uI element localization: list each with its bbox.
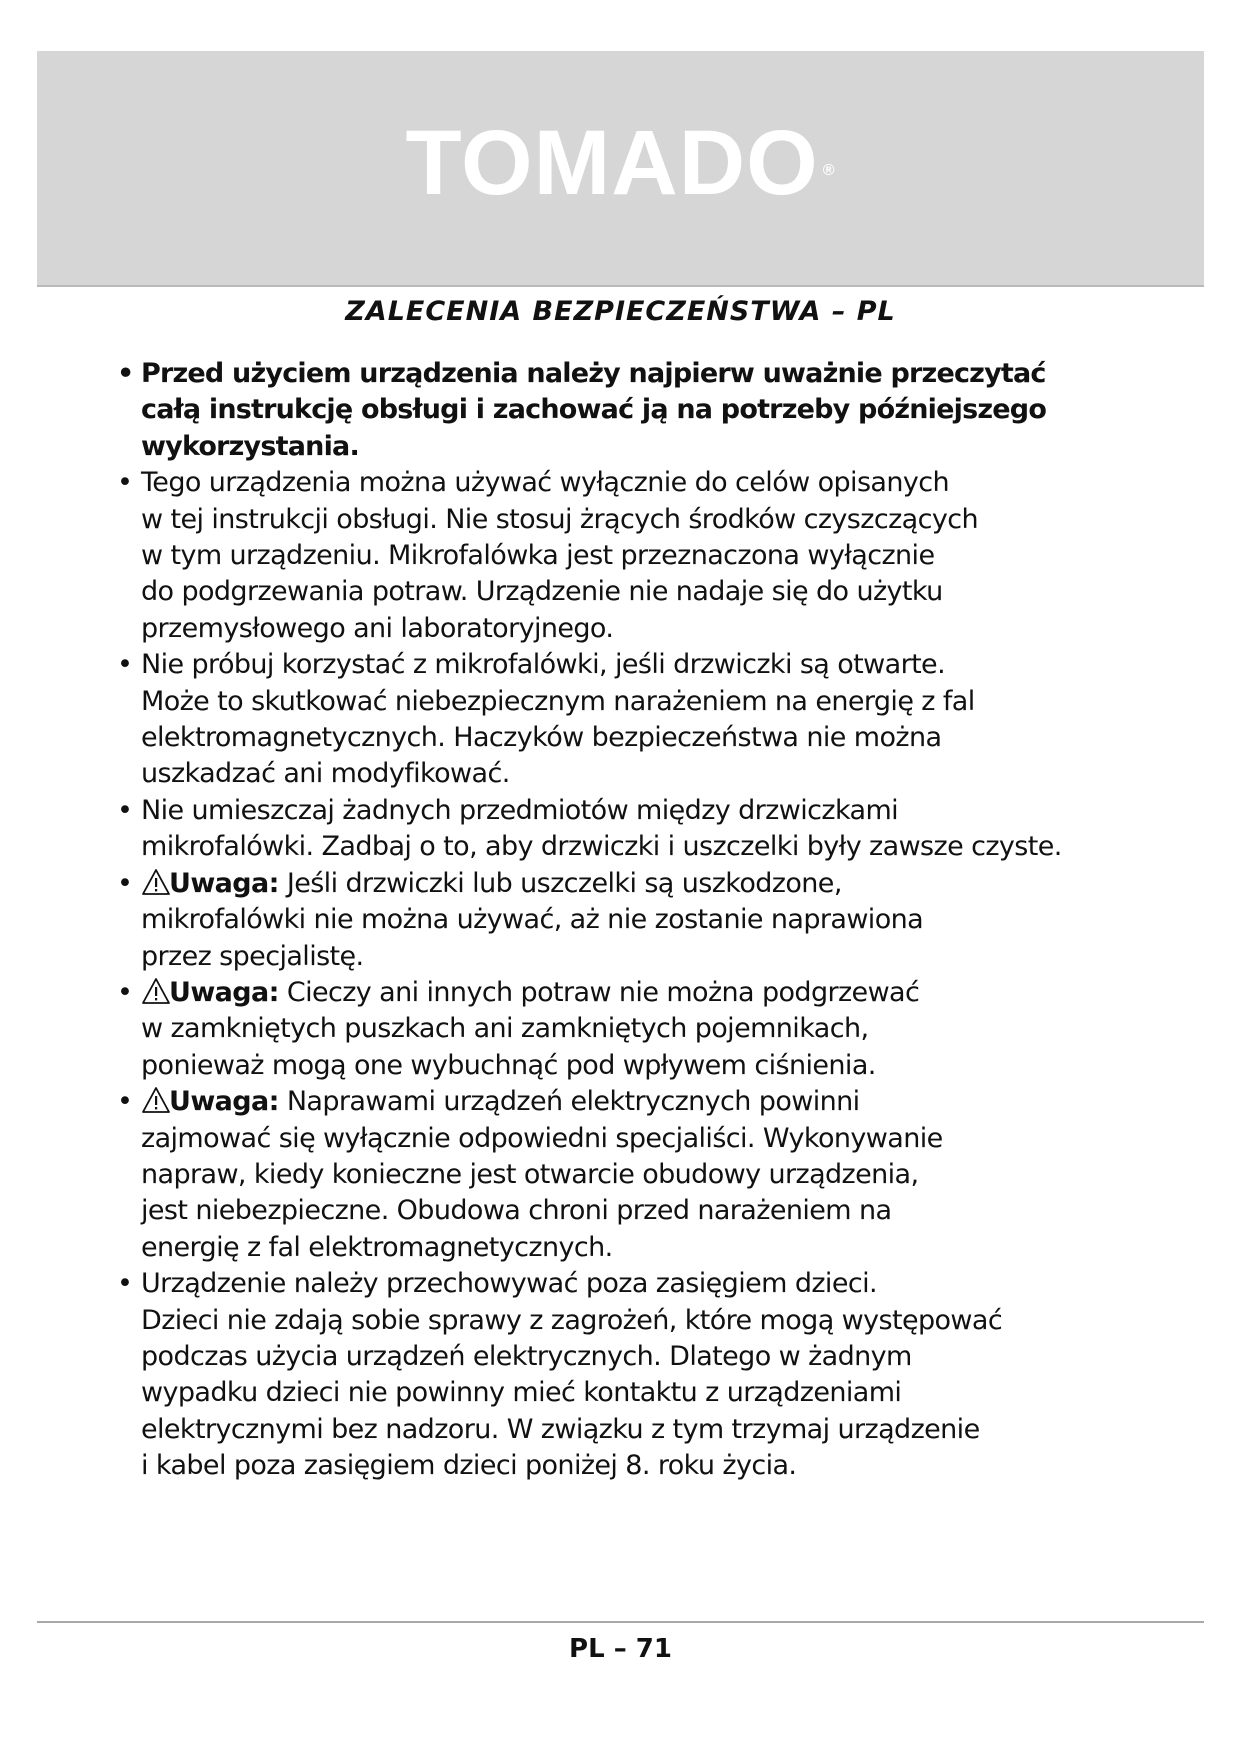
item-line: do podgrzewania potraw. Urządzenie nie nadaje się do użytku [141,576,943,608]
registered-mark: ® [822,162,836,179]
page-number: PL – 71 [569,1634,672,1664]
bullet: • [117,1268,133,1300]
item-line: Dzieci nie zdają sobie sprawy z zagrożeń, które mogą występować [141,1304,1003,1336]
item-line: Może to skutkować niebezpiecznym narażeniem na energię z fal [141,685,975,717]
item-line: Tego urządzenia można używać wyłącznie do celów opisanych [141,467,950,499]
list-item [117,1266,1137,1484]
section-title: ZALECENIA BEZPIECZEŃSTWA – PL [345,296,896,327]
warning-triangle-icon [141,977,171,1005]
brand-logo [37,113,1204,213]
bullet: • [117,976,133,1008]
bullet: • [117,1086,133,1118]
item-line: mikrofalówki. Zadbaj o to, aby drzwiczki i uszczelki były zawsze czyste. [141,831,1062,863]
item-line: energię z fal elektromagnetycznych. [141,1231,613,1263]
item-line: w tej instrukcji obsługi. Nie stosuj żrących środków czyszczących [141,503,978,535]
item-line: Nie umieszczaj żadnych przedmiotów między drzwiczkami [141,794,899,826]
bullet: • [117,867,133,899]
item-line: zajmować się wyłącznie odpowiedni specjaliści. Wykonywanie [141,1122,943,1154]
list-item [117,356,1137,465]
item-line-rest: Naprawami urządzeń elektrycznych powinni [278,1086,860,1118]
warning-triangle-icon [141,1086,171,1114]
warning-triangle-icon [141,868,171,896]
item-line: elektromagnetycznych. Haczyków bezpieczeństwa nie można [141,722,942,754]
warning-label: Uwaga: [169,976,279,1008]
list-item [117,647,1137,793]
item-line: w zamkniętych puszkach ani zamkniętych pojemnikach, [141,1013,869,1045]
warning-label: Uwaga: [169,1086,279,1118]
header-band [37,51,1204,287]
item-line: całą instrukcję obsługi i zachować ją na potrzeby późniejszego [141,394,1047,426]
list-item [117,465,1137,647]
item-line: Nie próbuj korzystać z mikrofalówki, jeśli drzwiczki są otwarte. [141,649,946,681]
list-item-warning [117,975,1137,1084]
item-line-rest: Jeśli drzwiczki lub uszczelki są uszkodzone, [278,867,842,899]
bullet: • [117,467,133,499]
item-line: elektrycznymi bez nadzoru. W związku z tym trzymaj urządzenie [141,1413,980,1445]
item-line [141,1084,1137,1120]
list-item [117,793,1137,866]
brand-name: TOMADO [405,112,819,214]
list-item-warning [117,866,1137,975]
footer-divider [37,1621,1204,1623]
item-line [141,975,1137,1011]
list-item-warning [117,1084,1137,1266]
item-line: Urządzenie należy przechowywać poza zasięgiem dzieci. [141,1268,877,1300]
item-line-rest: Cieczy ani innych potraw nie można podgrzewać [278,976,920,1008]
safety-list [117,356,1137,1485]
item-line: przez specjalistę. [141,940,364,972]
item-line: przemysłowego ani laboratoryjnego. [141,612,614,644]
item-line: napraw, kiedy konieczne jest otwarcie obudowy urządzenia, [141,1158,919,1190]
item-line [141,866,1137,902]
bullet: • [117,358,134,389]
item-line: uszkadzać ani modyfikować. [141,758,510,790]
item-line: mikrofalówki nie można używać, aż nie zostanie naprawiona [141,904,924,936]
bullet: • [117,649,133,681]
bullet: • [117,794,133,826]
item-line: ponieważ mogą one wybuchnąć pod wpływem ciśnienia. [141,1049,876,1081]
item-line: wykorzystania. [141,430,359,462]
item-line: wypadku dzieci nie powinny mieć kontaktu z urządzeniami [141,1377,902,1409]
item-line: w tym urządzeniu. Mikrofalówka jest przeznaczona wyłącznie [141,540,935,572]
item-line: jest niebezpieczne. Obudowa chroni przed narażeniem na [141,1195,892,1227]
item-line: i kabel poza zasięgiem dzieci poniżej 8. roku życia. [141,1450,797,1482]
item-line: podczas użycia urządzeń elektrycznych. Dlatego w żadnym [141,1340,912,1372]
warning-label: Uwaga: [169,867,279,899]
item-line: Przed użyciem urządzenia należy najpierw uważnie przeczytać [141,358,1046,389]
